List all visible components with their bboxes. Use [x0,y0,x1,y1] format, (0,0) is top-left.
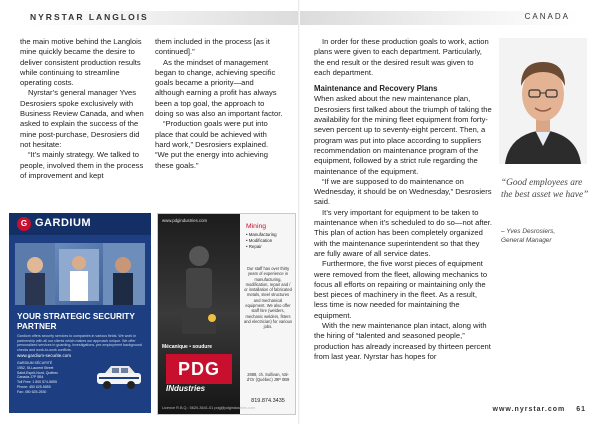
pdg-services [246,223,292,250]
quote-attribution-name: – Yves Desrosiers, [501,228,556,235]
col2-para-3: “Production goals were put into place that could be achieved with hard work,” Desrosiers explained. “We put the energy into achieving these goals.” [155,119,269,170]
man-portrait-icon [499,38,587,164]
section-subhead: Maintenance and Recovery Plans [314,84,438,94]
pdg-service-label: Modification [248,238,273,243]
gardium-advertisement[interactable] [9,213,151,413]
people-photo-icon [15,243,145,305]
portrait-photo [499,38,587,164]
quote-attribution-title: General Manager [501,237,552,244]
col3-para-5: Furthermore, the five worst pieces of equipment were removed from the fleet, allowing mechanics to focus all efforts on repairing or maintaining only the best pieces of machinery in the fleet. As a result, less time is now needed for maintaining the equipment. [314,259,488,320]
gardium-address-line: GARDIUM SÉCURITÉ [17,361,53,365]
gardium-address-line: Saint-Esprit-Nord, Québec [17,370,59,375]
gardium-blurb: Gardium offers security services to companies in various fields. We work in partnership with all our clients which makes our approach unique. We offer personalized services in guarding, investigations, pre-employment background checks and work-to-work conflicts. [17,334,142,352]
pdg-phone[interactable]: 819.874.3435 [251,398,285,404]
gardium-address-line: Toll Free: 1 800 574-5855 [17,380,57,385]
col2-para-2: As the mindset of management began to change, achieving specific goals became a priority—and although earning a profit has always been a top goal, the approach to doing so was also an important factor. [155,57,283,119]
gardium-address-line: Fax: 450 625-2530 [17,389,47,394]
gardium-brand: GARDIUM [35,217,92,229]
gardium-address-line: 1952, St-Laurent Street [17,365,54,370]
col3-para-2: When asked about the new maintenance plan, Desrosiers first talked about the triumph of taking the availability for the mining fleet equipment from forty-seven percent up to seventy-eight percent. Then, a program was put into place according to suppliers recommendation on maintenance program of the equipment, followed by a strict rule regarding the maintenance of the equipment. [314,94,492,176]
gardium-headline: YOUR STRATEGIC SECURITY PARTNER [17,311,135,331]
pdg-footer: Licence R.B.Q.: 5620-3641-01 pdg@pdgindustries.com [162,406,256,410]
pdg-service-label: Repair [248,244,262,249]
article-column-3 [314,37,492,362]
gardium-address-line: Canada J7P 5B4 [17,375,44,380]
quote-attribution [501,227,589,245]
welder-silhouette-icon [172,240,226,336]
pdg-services-title: Mining [246,223,267,230]
pdg-logo-sub: INdustries [166,384,206,393]
left-header-title: NYRSTAR LANGLOIS [30,12,149,22]
pdg-logo: PDG [166,354,232,384]
pdg-website-link[interactable]: www.pdgindustries.com [162,218,208,223]
col3-para-6: With the new maintenance plan intact, along with the hiring of “talented and seasoned people,” production has already increased by thirteen percent from last year. Nyrstar has hopes for [314,321,491,361]
gardium-address [17,361,77,395]
col3-para-3: “If we are supposed to do maintenance on Wednesday, it should be on Wednesday,” Desrosiers said. [314,176,492,207]
col3-para-1: In order for these production goals to work, action plans were given to each department. Particularly, the end result or the desired result was given to each department. [314,37,489,77]
gardium-address-line: Phone: 450 625-5855 [17,384,51,389]
gardium-logo-icon: G [17,217,31,231]
col1-para-2: Nyrstar’s general manager Yves Desrosiers spoke exclusively with Business Review Canada, and when asked to explain the success of the mine post-purchase, Desrosiers did not hesitate: [20,88,144,149]
security-car-icon [95,363,143,391]
right-header-title: CANADA [524,12,570,21]
pdg-service-label: Manufacturing [248,232,277,237]
pdg-staff-text: Our staff has over thirty years of experience in manufacturing, modification, repair and / or installation of fabricated metals, steel structures and mechanical equipment. We also offer staff hire (welders, mechanic welders, fitters and electrician) for various jobs. [244,266,293,330]
col3-para-4: It’s very important for equipment to be taken to maintenance when it’s scheduled to do so—not after. This plan of action has been completely organized with the maintenance superintendent so that they are fully aware of all service dates. [314,207,493,258]
col2-para-1: them included in the process [as it continued].” [155,37,270,57]
pdg-tagline: Mécanique • soudure [162,344,213,350]
page-number: 61 [576,406,586,413]
right-page [300,0,600,424]
page-footer [493,406,586,413]
pdg-address: 2888, ch. Sullivan, Val-d’Or (Québec) J9P 0B9 [246,372,290,383]
article-column-1 [20,37,144,181]
right-header-bar [300,11,580,25]
pdg-advertisement[interactable] [157,213,296,415]
left-header-bar [20,11,300,25]
pull-quote: “Good employees are the best asset we have” [501,178,589,200]
footer-url-link[interactable]: www.nyrstar.com [492,406,566,413]
col1-para-1: the main motive behind the Langlois mine quickly became the desire to deliver consistent production results while continuing to streamline operating costs. [20,37,142,88]
pdg-service-item: • Manufacturing [246,232,277,237]
gardium-photo-collage [15,243,145,305]
pdg-service-item: • Repair [246,244,262,249]
article-column-2 [155,37,283,171]
gardium-website-link[interactable]: www.gardium-securite.com [17,353,72,358]
pdg-service-item: • Modification [246,238,273,243]
col1-para-3: “It’s mainly strategy. We talked to people, involved them in the process of improvement and kept [20,150,144,180]
